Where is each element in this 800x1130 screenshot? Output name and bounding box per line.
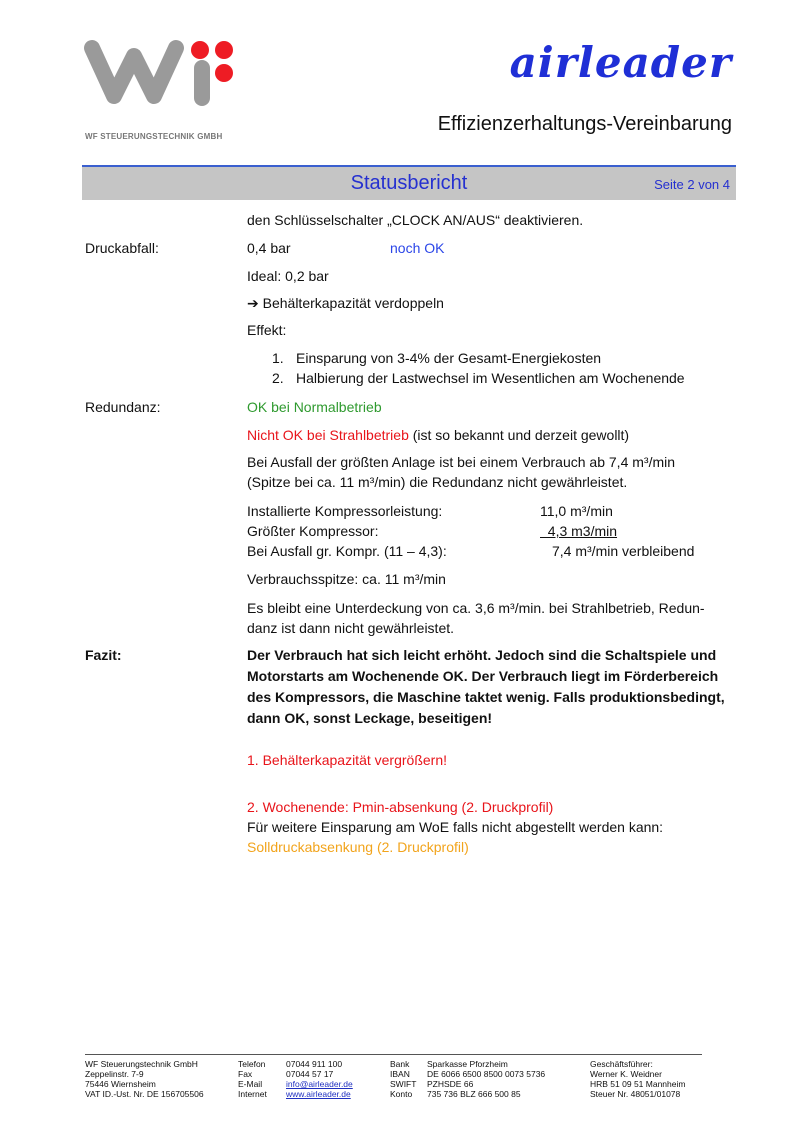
redundanz-not-ok-line — [247, 427, 629, 443]
list-text: Einsparung von 3-4% der Gesamt-Energiekosten — [296, 350, 602, 366]
redundanz-para2-l1: Es bleibt eine Unterdeckung von ca. 3,6 m³/min. bei Strahlbetrieb, Redun- — [247, 600, 705, 616]
redundanz-not-ok-note: (ist so bekannt und derzeit gewollt) — [408, 427, 630, 443]
footer-label: E-Mail — [238, 1079, 263, 1089]
footer-contact-labels — [238, 1059, 267, 1099]
footer-label: Internet — [238, 1089, 267, 1099]
footer-iban: DE 6066 6500 8500 0073 5736 — [427, 1069, 546, 1079]
recommendation-2-alt: Solldruckabsenkung (2. Druckprofil) — [247, 839, 469, 855]
list-item — [272, 350, 602, 366]
action-line — [247, 295, 444, 312]
redundanz-para1-l1: Bei Ausfall der größten Anlage ist bei einem Verbrauch ab 7,4 m³/min — [247, 454, 676, 470]
footer-label: Geschäftsführer: — [590, 1059, 653, 1069]
recommendation-1: 1. Behälterkapazität vergrößern! — [247, 752, 447, 768]
footer-account: 735 736 BLZ 666 500 85 — [427, 1089, 521, 1099]
druckabfall-value: 0,4 bar — [247, 240, 291, 256]
footer-label: Konto — [390, 1089, 413, 1099]
fazit-line: Der Verbrauch hat sich leicht erhöht. Jedoch sind die Schaltspiele und — [247, 647, 717, 663]
footer-bank-values — [427, 1059, 545, 1099]
capacity-row-label: Bei Ausfall gr. Kompr. (11 – 4,3): — [247, 543, 447, 559]
document-title: Effizienzerhaltungs-Vereinbarung — [437, 113, 732, 135]
verbrauchsspitze: Verbrauchsspitze: ca. 11 m³/min — [247, 571, 446, 587]
redundanz-not-ok: Nicht OK bei Strahlbetrieb — [247, 427, 409, 443]
fazit-label: Fazit: — [85, 647, 122, 663]
footer-fax: 07044 57 17 — [286, 1069, 334, 1079]
arrow-right-icon: ➔ — [247, 295, 259, 311]
footer-email-link[interactable]: info@airleader.de — [286, 1079, 353, 1089]
footer-label: Bank — [390, 1059, 410, 1069]
ideal-pressure: Ideal: 0,2 bar — [247, 268, 329, 284]
footer-company — [85, 1059, 204, 1099]
redundanz-para1-l2: (Spitze bei ca. 11 m³/min) die Redundanz nicht gewährleistet. — [247, 474, 628, 490]
clock-switch-line: den Schlüsselschalter „CLOCK AN/AUS“ deaktivieren. — [247, 212, 584, 228]
capacity-row-label: Installierte Kompressorleistung: — [247, 503, 443, 519]
list-item — [272, 370, 685, 386]
footer-register: HRB 51 09 51 Mannheim — [590, 1079, 686, 1089]
footer-tax-number: Steuer Nr. 48051/01078 — [590, 1089, 681, 1099]
recommendation-2: 2. Wochenende: Pmin-absenkung (2. Druckprofil) — [247, 799, 554, 815]
footer-phone: 07044 911 100 — [286, 1059, 343, 1069]
footer-contact-values — [286, 1059, 353, 1099]
company-subtitle: WF STEUERUNGSTECHNIK GMBH — [85, 132, 223, 141]
effekt-label: Effekt: — [247, 322, 287, 338]
airleader-logo: airleader — [509, 38, 732, 87]
fazit-line: des Kompressors, die Maschine taktet wenig. Falls produktionsbedingt, — [247, 689, 725, 705]
footer-director: Werner K. Weidner — [590, 1069, 662, 1079]
footer-label: IBAN — [390, 1069, 410, 1079]
footer-management — [590, 1059, 685, 1099]
footer-swift: PZHSDE 66 — [427, 1079, 474, 1089]
footer-street: Zeppelinstr. 7-9 — [85, 1069, 144, 1079]
page-indicator: Seite 2 von 4 — [654, 177, 730, 192]
report-title-bar — [82, 165, 736, 200]
footer-website-link[interactable]: www.airleader.de — [286, 1089, 351, 1099]
redundanz-label: Redundanz: — [85, 399, 161, 415]
footer-vat: VAT ID.-Ust. Nr. DE 156705506 — [85, 1089, 204, 1099]
redundanz-ok: OK bei Normalbetrieb — [247, 399, 382, 415]
recommendation-2-note: Für weitere Einsparung am WoE falls nicht abgestellt werden kann: — [247, 819, 664, 835]
footer-company-name: WF Steuerungstechnik GmbH — [85, 1059, 198, 1069]
footer-city: 75446 Wiernsheim — [85, 1079, 156, 1089]
list-number: 2. — [272, 370, 284, 386]
wf-logo — [82, 38, 242, 108]
fazit-line: dann OK, sonst Leckage, beseitigen! — [247, 710, 493, 726]
list-number: 1. — [272, 350, 284, 366]
druckabfall-status: noch OK — [390, 240, 445, 256]
capacity-row-value: 7,4 m³/min verbleibend — [552, 543, 695, 559]
druckabfall-label: Druckabfall: — [85, 240, 159, 256]
footer-label: Fax — [238, 1069, 253, 1079]
capacity-row-label: Größter Kompressor: — [247, 523, 379, 539]
action-text: Behälterkapazität verdoppeln — [262, 295, 444, 311]
fazit-line: Motorstarts am Wochenende OK. Der Verbrauch liegt im Förderbereich — [247, 668, 719, 684]
redundanz-para2-l2: danz ist dann nicht gewährleistet. — [247, 620, 455, 636]
footer-label: SWIFT — [390, 1079, 417, 1089]
footer-bank-name: Sparkasse Pforzheim — [427, 1059, 508, 1069]
capacity-row-value: 11,0 m³/min — [540, 503, 613, 519]
list-text: Halbierung der Lastwechsel im Wesentlichen am Wochenende — [296, 370, 685, 386]
footer-rule — [85, 1054, 702, 1055]
capacity-row-value: 4,3 m3/min — [540, 523, 618, 539]
footer-label: Telefon — [238, 1059, 266, 1069]
footer-bank-labels — [390, 1059, 416, 1099]
report-title: Statusbericht — [350, 172, 468, 194]
